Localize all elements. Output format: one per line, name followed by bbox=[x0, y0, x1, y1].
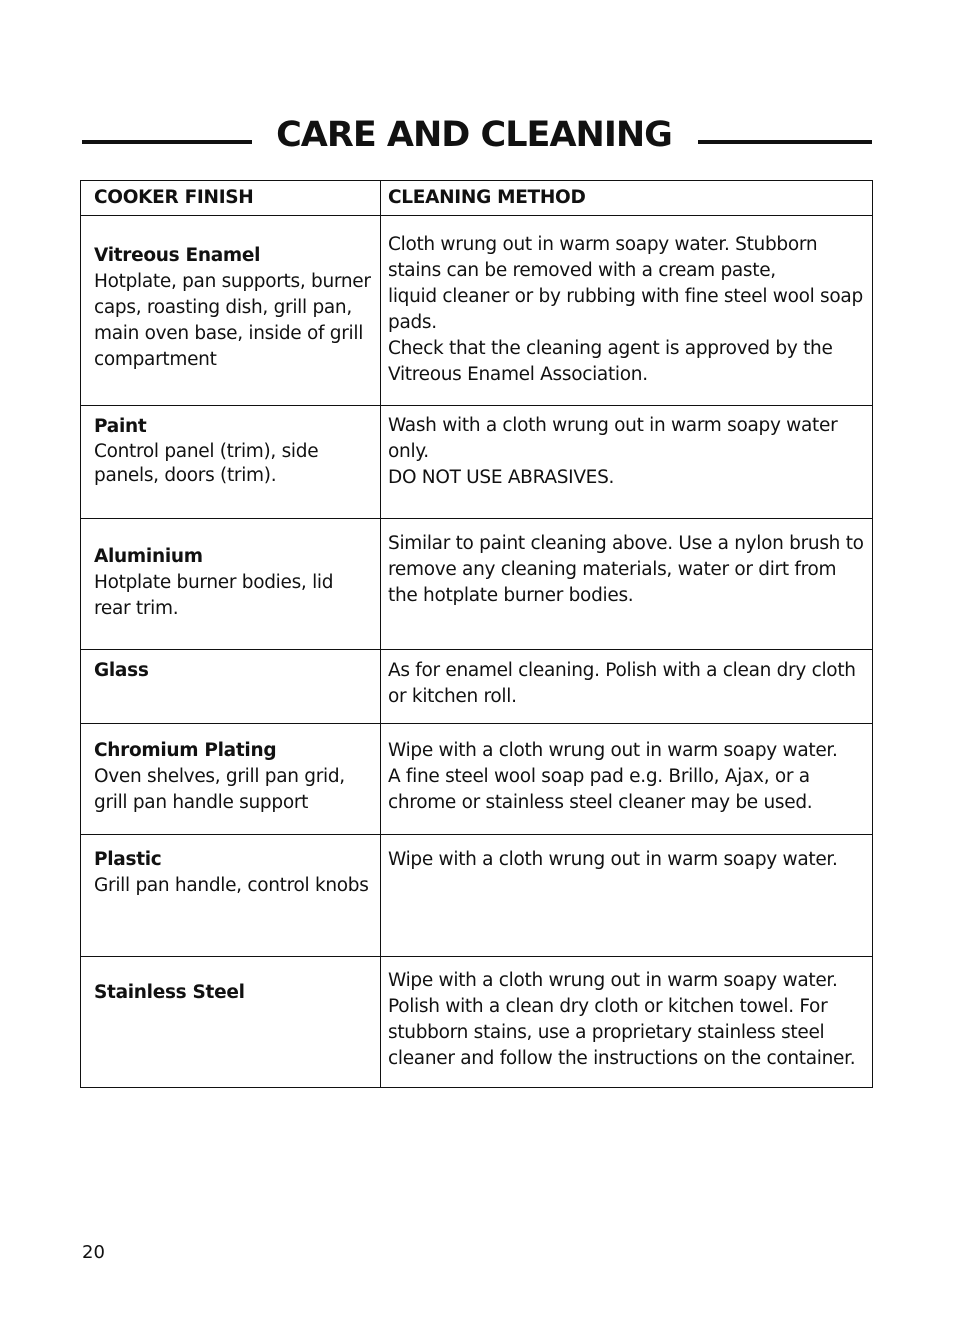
finish-cell bbox=[81, 957, 381, 1088]
method-text: Similar to paint cleaning above. Use a nylon brush to remove any cleaning materials, water or dirt from the hotplate burner bodies. bbox=[388, 533, 864, 606]
page-number: 20 bbox=[82, 1242, 105, 1263]
finish-cell bbox=[81, 406, 381, 519]
method-text: liquid cleaner or by rubbing with fine steel wool soap pads. bbox=[388, 286, 863, 333]
table-header-row bbox=[81, 181, 873, 216]
method-cell bbox=[381, 957, 873, 1088]
finish-cell bbox=[81, 724, 381, 835]
column-header-finish: COOKER FINISH bbox=[81, 181, 381, 216]
title-rule-right bbox=[698, 140, 872, 144]
method-text: A fine steel wool soap pad e.g. Brillo, Ajax, or a chrome or stainless steel cleaner may be used. bbox=[388, 766, 813, 813]
finish-cell bbox=[81, 650, 381, 724]
table-row bbox=[81, 724, 873, 835]
finish-description: Hotplate, pan supports, burner caps, roasting dish, grill pan, main oven base, inside of grill compartment bbox=[94, 271, 371, 370]
finish-name: Vitreous Enamel bbox=[94, 245, 261, 266]
method-text: Wipe with a cloth wrung out in warm soapy water. bbox=[388, 849, 838, 870]
method-text: DO NOT USE ABRASIVES. bbox=[388, 467, 615, 488]
table-row bbox=[81, 519, 873, 650]
method-cell bbox=[381, 216, 873, 406]
care-cleaning-table bbox=[80, 180, 873, 1088]
finish-cell bbox=[81, 835, 381, 957]
method-cell bbox=[381, 650, 873, 724]
finish-cell bbox=[81, 216, 381, 406]
finish-description: Oven shelves, grill pan grid, grill pan handle support bbox=[94, 766, 345, 813]
method-text: Cloth wrung out in warm soapy water. Stubborn stains can be removed with a cream paste, bbox=[388, 234, 818, 281]
table-row bbox=[81, 406, 873, 519]
table-row bbox=[81, 835, 873, 957]
method-cell bbox=[381, 519, 873, 650]
finish-name: Stainless Steel bbox=[94, 982, 245, 1003]
finish-cell bbox=[81, 519, 381, 650]
column-header-method: CLEANING METHOD bbox=[381, 181, 873, 216]
finish-name: Paint bbox=[94, 416, 147, 437]
method-cell bbox=[381, 835, 873, 957]
method-text: As for enamel cleaning. Polish with a clean dry cloth or kitchen roll. bbox=[388, 660, 856, 707]
table-row bbox=[81, 957, 873, 1088]
page-title: CARE AND CLEANING bbox=[276, 115, 672, 155]
table-row bbox=[81, 650, 873, 724]
finish-description: Hotplate burner bodies, lid rear trim. bbox=[94, 572, 334, 619]
method-text: Check that the cleaning agent is approved by the Vitreous Enamel Association. bbox=[388, 338, 833, 385]
method-text: Wipe with a cloth wrung out in warm soapy water. bbox=[388, 740, 838, 761]
method-text: Wipe with a cloth wrung out in warm soapy water. Polish with a clean dry cloth or kitchen towel. For stubborn stains, use a proprietary stainless steel cleaner and follow the instructions on the container. bbox=[388, 970, 856, 1069]
finish-name: Glass bbox=[94, 660, 149, 681]
finish-name: Chromium Plating bbox=[94, 740, 277, 761]
finish-name: Aluminium bbox=[94, 546, 203, 567]
table-row bbox=[81, 216, 873, 406]
finish-name: Plastic bbox=[94, 849, 162, 870]
method-text: Wash with a cloth wrung out in warm soapy water only. bbox=[388, 415, 838, 462]
title-rule-left bbox=[82, 140, 252, 144]
finish-description: Grill pan handle, control knobs bbox=[94, 875, 369, 896]
method-cell bbox=[381, 724, 873, 835]
page-header bbox=[82, 108, 872, 164]
method-cell bbox=[381, 406, 873, 519]
finish-description: Control panel (trim), side panels, doors (trim). bbox=[94, 441, 319, 486]
